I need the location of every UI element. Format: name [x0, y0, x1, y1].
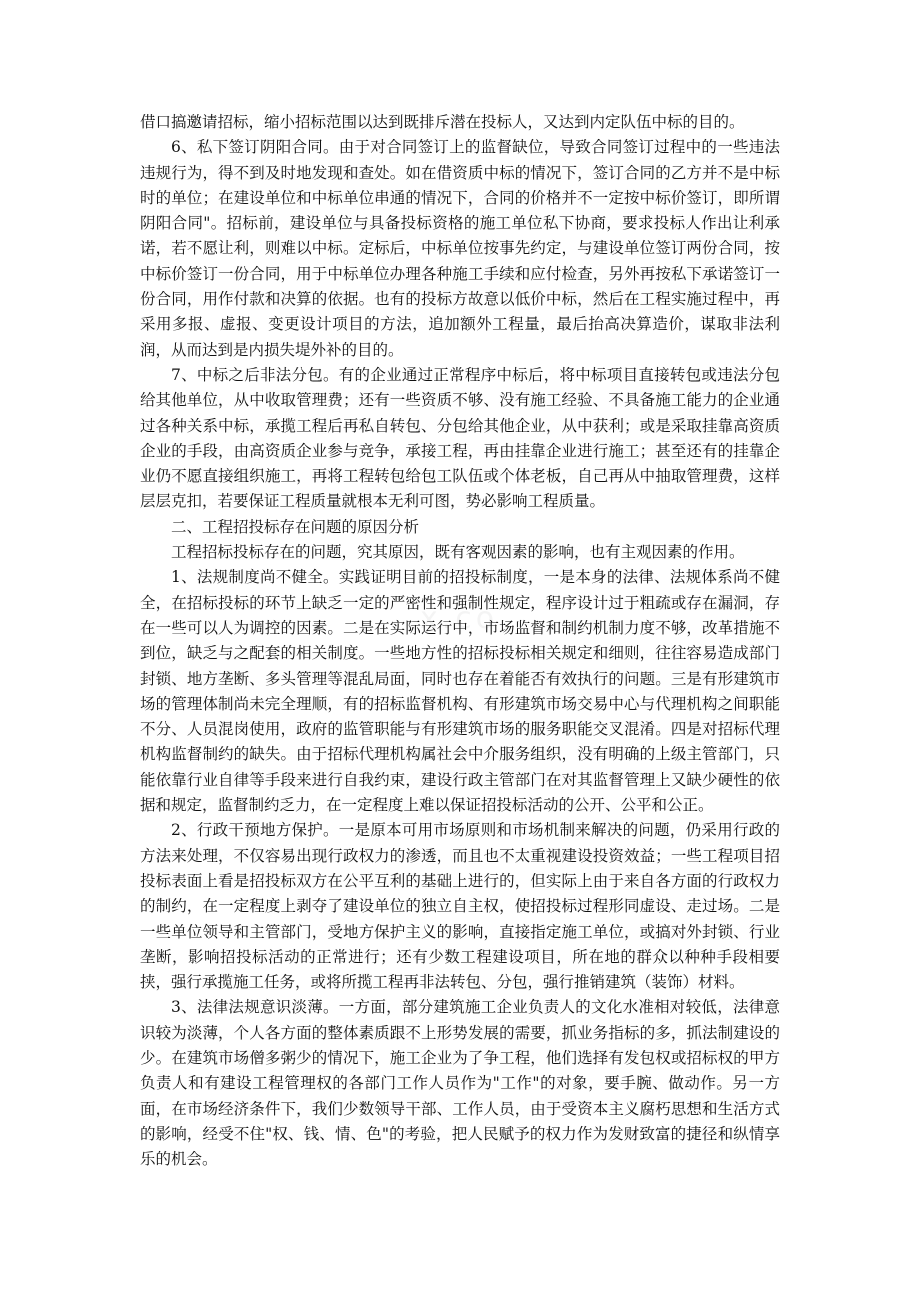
- paragraph-intro: 工程招标投标存在的问题，究其原因，既有客观因素的影响，也有主观因素的作用。: [171, 543, 745, 562]
- paragraph-reason-1: 1、法规制度尚不健全。实践证明目前的招投标制度，一是本身的法律、法规体系尚不健全，在招标投标的环节上缺乏一定的严密性和强制性规定，程序设计过于粗疏或存在漏洞，存在一些可以人为调控的因素。二是在实际运行中，市场监督和制约机制力度不够，改革措施不到位，缺乏与之配套的相关制度。一些地方性的招标投标相关规定和细则，往往容易造成部门封锁、地方垄断、多头管理等混乱局面，同时也存在着能否有效执行的问题。三是有形建筑市场的管理体制尚未完全理顺，有的招标监督机构、有形建筑市场交易中心与代理机构之间职能不分、人员混岗使用，政府的监管职能与有形建筑市场的服务职能交叉混淆。四是对招标代理机构监督制约的缺失。由于招标代理机构属社会中介服务组织，没有明确的上级主管部门，只能依靠行业自律等手段来进行自我约束，建设行政主管部门在对其监督管理上又缺少硬性的依据和规定，监督制约乏力，在一定程度上难以保证招投标活动的公开、公平和公正。: [140, 568, 780, 815]
- paragraph-item-6: 6、私下签订阴阳合同。由于对合同签订上的监督缺位，导致合同签订过程中的一些违法违规行为，得不到及时地发现和查处。如在借资质中标的情况下，签订合同的乙方并不是中标时的单位；在建设单位和中标单位串通的情况下，合同的价格并不一定按中标价签订，即所谓阴阳合同"。招标前，建设单位与具备投标资格的施工单位私下协商，要求投标人作出让利承诺，若不愿让利，则难以中标。定标后，中标单位按事先约定，与建设单位签订两份合同，按中标价签订一份合同，用于中标单位办理各种施工手续和应付检查，另外再按私下承诺签订一份合同，用作付款和决算的依据。也有的投标方故意以低价中标，然后在工程实施过程中，再采用多报、虚报、变更设计项目的方法，追加额外工程量，最后抬高决算造价，谋取非法利润，从而达到是内损失堤外补的目的。: [140, 138, 780, 359]
- paragraph-continuation: 借口搞邀请招标，缩小招标范围以达到既排斥潜在投标人，又达到内定队伍中标的目的。: [140, 113, 745, 131]
- paragraph-reason-2: 2、行政干预地方保护。一是原本可用市场原则和市场机制来解决的问题，仍采用行政的方法来处理，不仅容易出现行政权力的渗透，而且也不太重视建设投资效益；一些工程项目招投标表面上看是招投标双方在公平互利的基础上进行的，但实际上由于来自各方面的行政权力的制约，在一定程度上剥夺了建设单位的独立自主权，使招投标过程形同虚设、走过场。二是一些单位领导和主管部门，受地方保护主义的影响，直接指定施工单位，或搞对外封锁、行业垄断，影响招投标活动的正常进行；还有少数工程建设项目，所在地的群众以种种手段相要挟，强行承揽施工任务，或将所揽工程再非法转包、分包，强行推销建筑（装饰）材料。: [140, 821, 780, 992]
- paragraph-reason-3: 3、法律法规意识淡薄。一方面，部分建筑施工企业负责人的文化水准相对较低，法律意识较为淡薄，个人各方面的整体素质跟不上形势发展的需要，抓业务指标的多，抓法制建设的少。在建筑市场僧多粥少的情况下，施工企业为了争工程，他们选择有发包权或招标权的甲方负责人和有建设工程管理权的各部门工作人员作为"工作"的对象，要手腕、做动作。另一方面，在市场经济条件下，我们少数领导干部、工作人员，由于受资本主义腐朽思想和生活方式的影响，经受不住"权、钱、情、色"的考验，把人民赋予的权力作为发财致富的捷径和纵情享乐的机会。: [140, 998, 780, 1169]
- section-heading: 二、工程招投标存在问题的原因分析: [171, 517, 420, 536]
- paragraph-item-7: 7、中标之后非法分包。有的企业通过正常程序中标后，将中标项目直接转包或违法分包给其他单位，从中收取管理费；还有一些资质不够、没有施工经验、不具备施工能力的企业通过各种关系中标，承揽工程后再私自转包、分包给其他企业，从中获利；或是采取挂靠高资质企业的手段，由高资质企业参与竞争，承接工程，再由挂靠企业进行施工；甚至还有的挂靠企业仍不愿直接组织施工，再将工程转包给包工队伍或个体老板，自己再从中抽取管理费，这样层层克扣，若要保证工程质量就根本无利可图，势必影响工程质量。: [140, 365, 780, 511]
